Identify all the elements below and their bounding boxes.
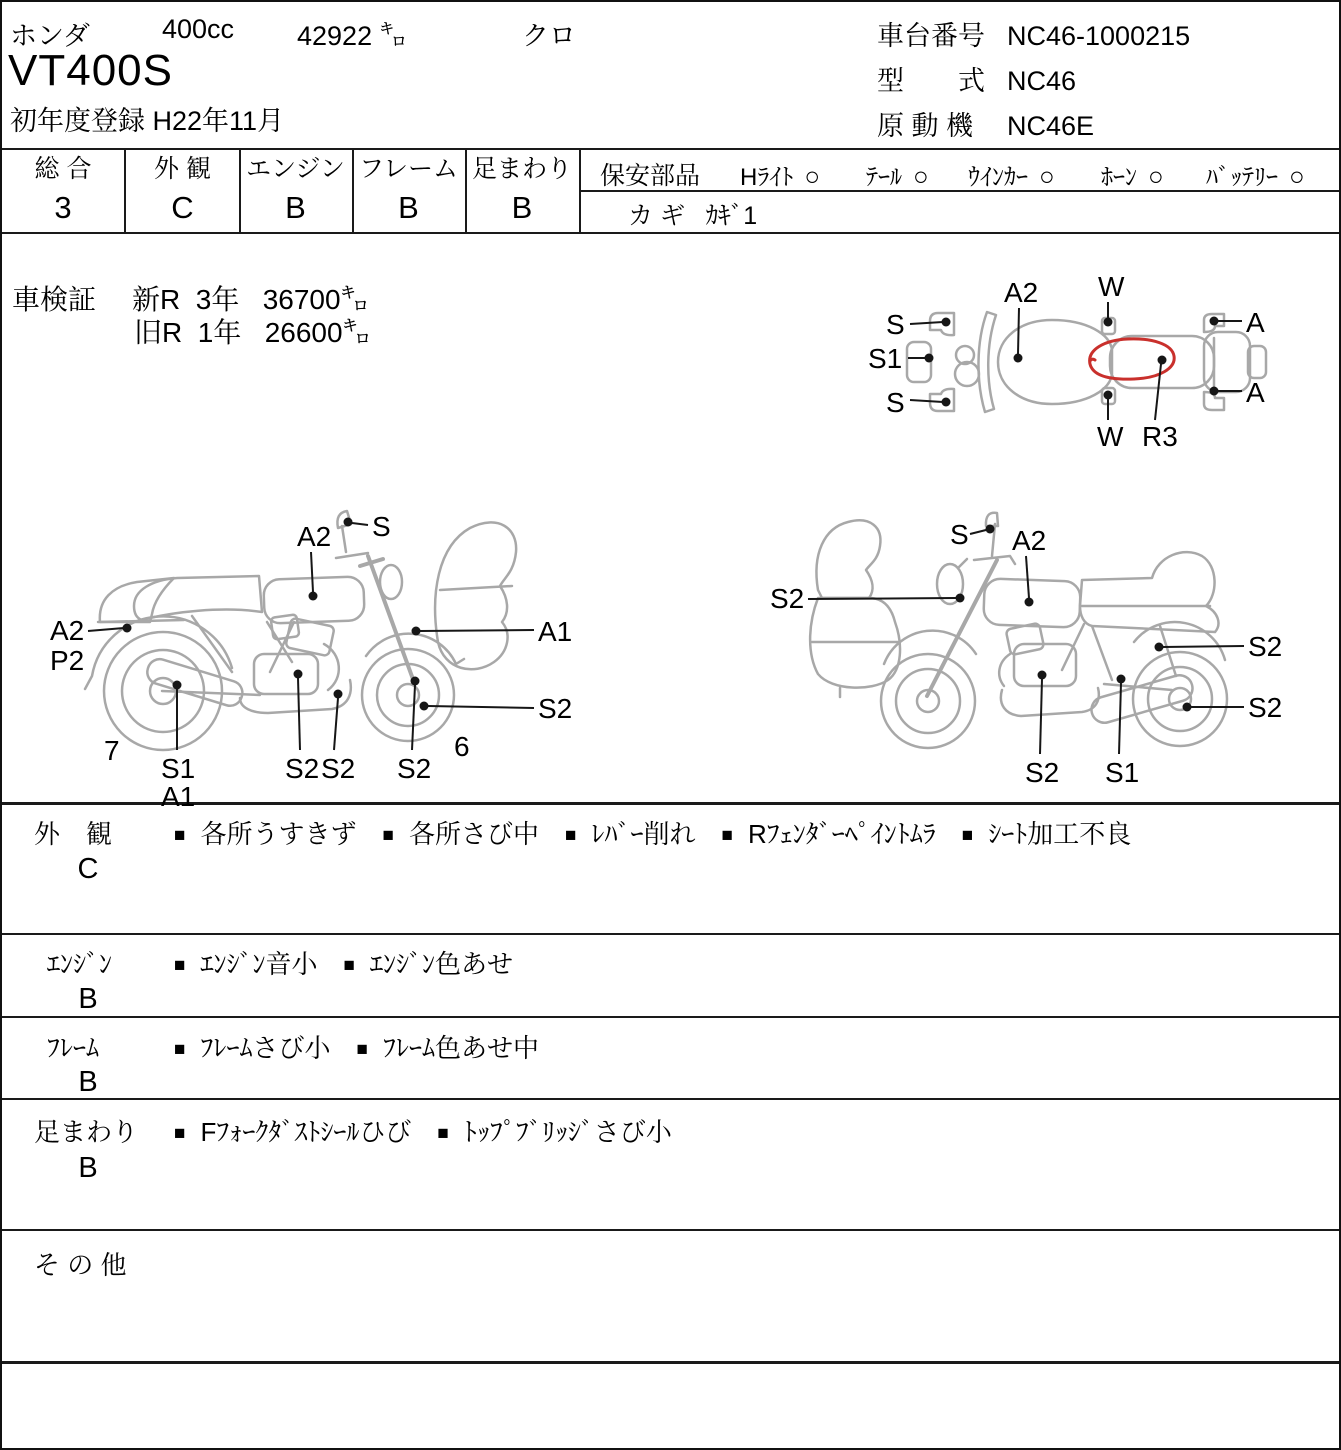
status-circle-icon: ○	[913, 161, 929, 191]
safety-item-headlight	[740, 157, 820, 192]
condition-item-text: 各所さび中	[408, 819, 539, 849]
condition-item	[565, 814, 696, 851]
grade-overall	[2, 152, 124, 232]
exhaust-pipe	[999, 654, 1010, 686]
divider-engine-bottom	[2, 1016, 1339, 1018]
shaken-new-type: 新R	[132, 284, 181, 315]
status-circle-icon: ○	[804, 161, 821, 191]
top-view-annotations	[868, 271, 1265, 452]
shaken-old-term: 1年	[197, 317, 242, 348]
section-engine-label: ｴﾝｼﾞﾝ	[47, 949, 113, 979]
grade-exterior	[126, 152, 239, 232]
condition-item	[437, 1112, 672, 1149]
grade-frame-label: フレーム	[358, 155, 458, 183]
divider-header-bottom	[2, 148, 1339, 150]
handlebar	[336, 526, 368, 558]
safety-item-tail	[866, 157, 929, 192]
condition-item	[174, 1112, 411, 1149]
section-frame-grade: B	[78, 1066, 98, 1098]
fuel-tank	[998, 320, 1112, 404]
grade-exterior-label: 外 観	[154, 155, 211, 183]
code-s-mirror: S	[950, 519, 969, 550]
square-bullet-icon: ■	[565, 825, 577, 846]
condition-item-text: ｼｰﾄ加工不良	[988, 819, 1132, 849]
maker-name: ホンダ	[10, 21, 90, 51]
mileage-unit: ㌔	[379, 21, 407, 51]
handlebar	[974, 524, 1015, 564]
code-a-bottom: A	[1246, 377, 1265, 408]
condition-item	[383, 814, 540, 851]
section-exterior-grade: C	[77, 853, 99, 885]
rear-wheel-rim	[1148, 667, 1212, 731]
square-bullet-icon: ■	[356, 1039, 368, 1060]
code-s2-shock: S2	[1248, 631, 1283, 662]
code-p2-rear: P2	[50, 645, 85, 676]
grade-exterior-value: C	[171, 190, 194, 225]
safety-item-headlight-name: Hﾗｲﾄ	[740, 164, 794, 191]
headlamp	[955, 362, 979, 386]
first-registration-value: H22年11月	[152, 106, 285, 136]
model-name: VT400S	[8, 46, 173, 95]
code-a2-tank: A2	[1012, 525, 1047, 556]
code-s2-fork: S2	[397, 753, 432, 784]
code-s2-front: S2	[770, 583, 805, 614]
divider-frame-bottom	[2, 1098, 1339, 1100]
condition-item	[174, 944, 318, 981]
code-a1-muffler: A1	[161, 781, 196, 812]
divider-other-bottom	[2, 1361, 1339, 1364]
section-other-label: そ の 他	[34, 1250, 127, 1280]
color-code: クロ	[522, 21, 576, 51]
engine-code-label: 原 動 機	[877, 111, 974, 141]
key-row	[628, 196, 757, 232]
condition-item-text: ﾌﾚｰﾑさび小	[200, 1033, 331, 1063]
motorcycle-top-view	[907, 312, 1266, 412]
condition-item-text: Fﾌｫｰｸﾀﾞｽﾄｼｰﾙひび	[200, 1117, 412, 1147]
code-s-bottom: S	[886, 387, 905, 418]
chassis-no-value: NC46-1000215	[1007, 21, 1191, 51]
square-bullet-icon: ■	[174, 1123, 186, 1144]
windshield	[816, 520, 880, 598]
safety-item-battery-name: ﾊﾞｯﾃﾘｰ	[1206, 164, 1278, 191]
shaken-label: 車検証	[12, 284, 97, 315]
first-registration-label: 初年度登録	[10, 106, 145, 136]
code-s-top: S	[886, 309, 905, 340]
front-wheel-rim	[377, 664, 439, 726]
square-bullet-icon: ■	[721, 825, 733, 846]
grade-undercarriage	[465, 152, 579, 232]
code-s2-engine: S2	[1025, 757, 1060, 788]
code-s1: S1	[868, 343, 903, 374]
shaken-new-mileage: 36700㌔	[262, 284, 369, 315]
safety-item-winker	[968, 157, 1055, 192]
safety-parts-label: 保安部品	[600, 162, 701, 190]
section-undercarriage-grade: B	[78, 1152, 98, 1184]
chassis-no-label: 車台番号	[877, 21, 985, 51]
section-undercarriage-label: 足まわり	[34, 1117, 139, 1147]
model-code-label: 型 式	[877, 66, 985, 96]
engine-code-value: NC46E	[1007, 111, 1095, 141]
muffler	[1088, 672, 1195, 726]
key-value: ｶｷﾞ1	[705, 202, 758, 230]
mileage-value: 42922	[297, 21, 373, 51]
condition-item-text: 各所うすきず	[200, 819, 357, 849]
grade-overall-label: 総 合	[34, 155, 92, 183]
exhaust-pipe	[324, 644, 339, 690]
grade-undercarriage-label: 足まわり	[471, 155, 572, 183]
section-engine-items	[174, 944, 539, 981]
rear-body	[1204, 332, 1250, 392]
code-s-mirror: S	[372, 511, 391, 542]
mileage	[297, 14, 407, 53]
square-bullet-icon: ■	[437, 1123, 449, 1144]
code-s2-front-wheel: S2	[538, 693, 573, 724]
engine-block	[1014, 644, 1076, 686]
divider-grade-bottom	[2, 232, 1339, 234]
model-code	[877, 59, 1076, 98]
code-a2-rear: A2	[50, 615, 85, 646]
seat	[1080, 552, 1218, 632]
num-rear-tire: 7	[104, 735, 120, 766]
condition-item-text: ﾌﾚｰﾑ色あせ中	[382, 1033, 539, 1063]
condition-item	[722, 814, 936, 851]
shaken-row-old	[134, 311, 371, 351]
section-exterior-items	[174, 814, 1157, 851]
condition-item-text: ｴﾝｼﾞﾝ色あせ	[369, 949, 513, 979]
divider-undercarriage-bottom	[2, 1229, 1339, 1231]
left-view-diagram	[42, 494, 607, 812]
shaken-old-mileage: 26600㌔	[264, 317, 371, 348]
section-engine-grade: B	[78, 983, 98, 1015]
grade-frame-value: B	[398, 190, 419, 225]
safety-item-horn	[1101, 157, 1164, 192]
code-s2-engine-1: S2	[285, 753, 320, 784]
shaken-old-type: 旧R	[134, 317, 183, 348]
first-registration	[10, 99, 284, 138]
condition-item	[174, 814, 357, 851]
square-bullet-icon: ■	[382, 825, 394, 846]
safety-item-winker-name: ｳｲﾝｶｰ	[968, 164, 1028, 191]
model-code-value: NC46	[1007, 66, 1077, 96]
code-w-top: W	[1098, 271, 1125, 302]
square-bullet-icon: ■	[174, 1039, 186, 1060]
square-bullet-icon: ■	[174, 825, 186, 846]
code-a1-front-fender: A1	[538, 616, 573, 647]
num-front-tire: 6	[454, 731, 470, 762]
headlight-bracket	[958, 559, 967, 568]
handlebar	[978, 312, 996, 412]
safety-item-tail-name: ﾃｰﾙ	[866, 164, 902, 191]
code-r3: R3	[1142, 421, 1178, 452]
cylinder	[1006, 623, 1045, 656]
grade-engine-label: エンジン	[246, 155, 345, 183]
grade-engine	[239, 152, 352, 232]
condition-item-text: ﾄｯﾌﾟﾌﾞﾘｯｼﾞさび小	[463, 1117, 672, 1147]
front-wheel-rim	[896, 669, 960, 733]
divider-exterior-bottom	[2, 933, 1339, 935]
code-s2-rear-wheel: S2	[1248, 692, 1283, 723]
status-circle-icon: ○	[1289, 161, 1305, 191]
frame-rail	[1001, 688, 1099, 716]
code-a2: A2	[1004, 277, 1039, 308]
square-bullet-icon: ■	[174, 955, 186, 976]
safety-item-battery	[1206, 157, 1305, 192]
section-exterior-label: 外 観	[34, 819, 113, 849]
condition-item-text: ｴﾝｼﾞﾝ音小	[200, 949, 318, 979]
mirror-left-top	[930, 313, 954, 335]
code-s1-muffler: S1	[161, 753, 196, 784]
code-a-top: A	[1246, 307, 1265, 338]
engine-code	[877, 104, 1094, 143]
condition-item-text: Rﾌｪﾝﾀﾞｰﾍﾟｲﾝﾄﾑﾗ	[747, 819, 936, 849]
chassis-no	[877, 14, 1190, 53]
mirror-left-bottom	[930, 389, 954, 411]
code-a2-tank: A2	[297, 521, 332, 552]
displacement: 400cc	[162, 14, 235, 44]
engine-block	[254, 654, 318, 694]
code-s2-engine-2: S2	[321, 753, 356, 784]
grade-frame	[352, 152, 465, 232]
windshield	[435, 522, 516, 669]
square-bullet-icon: ■	[961, 825, 974, 846]
code-s1-muffler: S1	[1105, 757, 1140, 788]
safety-item-horn-name: ﾎｰﾝ	[1101, 164, 1137, 191]
condition-item	[344, 944, 514, 981]
condition-item	[962, 814, 1132, 851]
condition-item	[357, 1028, 540, 1065]
top-view-diagram	[852, 258, 1297, 466]
section-frame-items	[174, 1028, 565, 1065]
grade-overall-value: 3	[54, 190, 72, 225]
section-undercarriage-items	[174, 1112, 698, 1149]
status-circle-icon: ○	[1039, 161, 1055, 191]
code-w-bottom: W	[1097, 421, 1124, 452]
section-frame-label: ﾌﾚｰﾑ	[47, 1033, 100, 1063]
square-bullet-icon: ■	[343, 955, 355, 976]
condition-item-text: ﾚﾊﾞｰ削れ	[591, 819, 696, 849]
key-label: カ ギ	[628, 202, 685, 230]
grade-engine-value: B	[285, 190, 306, 225]
shaken-new-term: 3年	[195, 284, 240, 315]
status-circle-icon: ○	[1148, 161, 1164, 191]
grade-undercarriage-value: B	[511, 190, 533, 225]
condition-item	[174, 1028, 331, 1065]
right-view-diagram	[752, 494, 1341, 806]
